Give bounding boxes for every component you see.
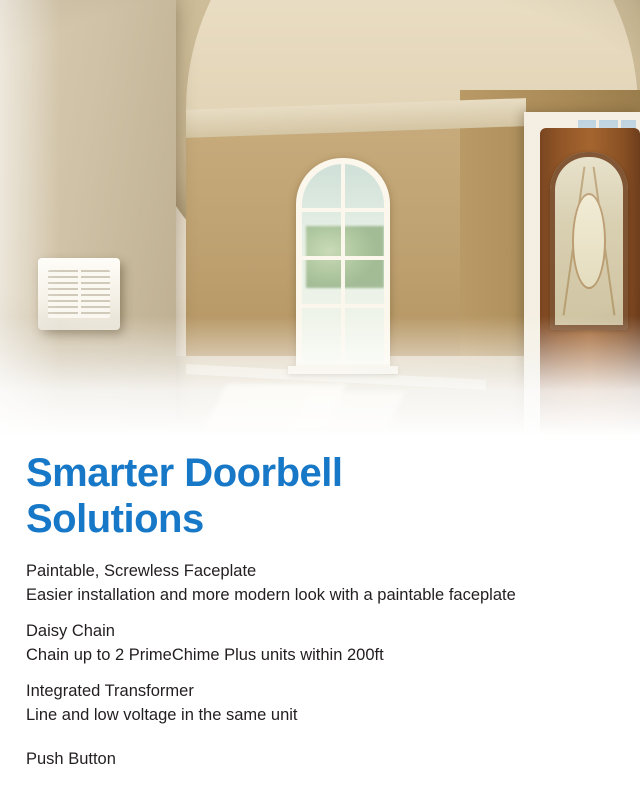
door-glass-oval (572, 193, 606, 289)
feature-item-daisy-chain (26, 620, 614, 666)
wall-mounted-door-chime (38, 258, 120, 330)
window-mullion-horizontal (302, 208, 384, 212)
spacer (26, 740, 614, 748)
feature-item-push-button (26, 748, 614, 770)
window-glass (302, 164, 384, 362)
feature-title: Push Button (26, 750, 116, 768)
window-mullion-vertical (341, 164, 345, 362)
feature-title: Daisy Chain (26, 622, 115, 640)
feature-description: Line and low voltage in the same unit (26, 706, 298, 724)
feature-description: Easier installation and more modern look with a paintable faceplate (26, 586, 516, 604)
feature-item-transformer (26, 680, 614, 726)
sunlight-pool-secondary (291, 392, 405, 428)
page-title: Smarter Doorbell Solutions (26, 451, 343, 541)
feature-title: Paintable, Screwless Faceplate (26, 562, 257, 580)
window-mullion-horizontal (302, 304, 384, 308)
feature-title: Integrated Transformer (26, 682, 194, 700)
feature-item-faceplate (26, 560, 614, 606)
door-glass-panel (550, 152, 628, 330)
chime-vent-divider (78, 270, 81, 318)
content-block (0, 436, 640, 772)
window-mullion-horizontal (302, 256, 384, 260)
window-sill (288, 366, 398, 374)
foreground-wall (0, 0, 176, 436)
feature-description: Chain up to 2 PrimeChime Plus units within 200ft (26, 646, 384, 664)
window (296, 158, 390, 368)
